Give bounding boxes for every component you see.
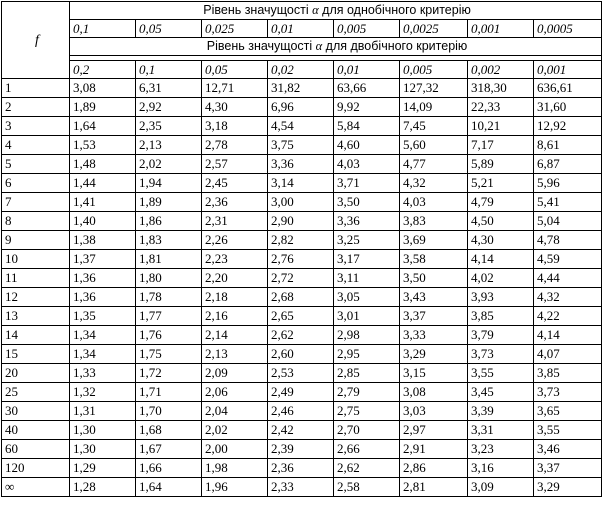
degrees-of-freedom-cell: 30 [2, 402, 70, 421]
table-row [2, 250, 602, 269]
critical-value-cell: 1,75 [136, 345, 202, 364]
table-row [2, 155, 602, 174]
two-sided-levels-row [2, 61, 602, 79]
critical-value-cell: 1,67 [136, 440, 202, 459]
critical-value-cell: 3,18 [202, 117, 268, 136]
table-row [2, 231, 602, 250]
critical-value-cell: 4,59 [534, 250, 602, 269]
critical-value-cell: 2,20 [202, 269, 268, 288]
critical-value-cell: 3,65 [534, 402, 602, 421]
table-row [2, 402, 602, 421]
table-row [2, 212, 602, 231]
critical-value-cell: 1,34 [70, 326, 136, 345]
critical-value-cell: 2,26 [202, 231, 268, 250]
degrees-of-freedom-cell: 40 [2, 421, 70, 440]
one-sided-level-cell: 0,05 [136, 20, 202, 38]
critical-value-cell: 2,14 [202, 326, 268, 345]
degrees-of-freedom-cell: 60 [2, 440, 70, 459]
critical-value-cell: 2,66 [334, 440, 400, 459]
critical-value-cell: 1,72 [136, 364, 202, 383]
alpha-symbol: α [312, 3, 319, 17]
critical-value-cell: 5,60 [400, 136, 468, 155]
critical-value-cell: 2,98 [334, 326, 400, 345]
table-row [2, 364, 602, 383]
critical-value-cell: 10,21 [468, 117, 534, 136]
critical-value-cell: 2,00 [202, 440, 268, 459]
critical-value-cell: 8,61 [534, 136, 602, 155]
critical-value-cell: 2,02 [202, 421, 268, 440]
critical-value-cell: 4,03 [334, 155, 400, 174]
critical-value-cell: 3,39 [468, 402, 534, 421]
alpha-symbol: α [315, 39, 323, 53]
critical-value-cell: 6,96 [268, 98, 334, 117]
critical-value-cell: 4,02 [468, 269, 534, 288]
critical-value-cell: 1,94 [136, 174, 202, 193]
table-row [2, 98, 602, 117]
critical-value-cell: 3,46 [534, 440, 602, 459]
critical-value-cell: 1,29 [70, 459, 136, 478]
critical-value-cell: 7,17 [468, 136, 534, 155]
critical-value-cell: 2,35 [136, 117, 202, 136]
critical-value-cell: 4,03 [400, 193, 468, 212]
critical-values-table-container [1, 1, 602, 497]
critical-value-cell: 3,03 [400, 402, 468, 421]
critical-value-cell: 2,76 [268, 250, 334, 269]
table-row [2, 326, 602, 345]
degrees-of-freedom-cell: 120 [2, 459, 70, 478]
critical-value-cell: 12,92 [534, 117, 602, 136]
critical-value-cell: 4,30 [468, 231, 534, 250]
critical-value-cell: 3,50 [334, 193, 400, 212]
critical-value-cell: 2,72 [268, 269, 334, 288]
critical-value-cell: 3,11 [334, 269, 400, 288]
critical-value-cell: 1,83 [136, 231, 202, 250]
critical-value-cell: 1,44 [70, 174, 136, 193]
critical-value-cell: 1,78 [136, 288, 202, 307]
critical-value-cell: 3,29 [534, 478, 602, 497]
student-t-critical-values-table [1, 1, 602, 497]
critical-value-cell: 2,62 [334, 459, 400, 478]
critical-value-cell: 3,08 [400, 383, 468, 402]
critical-value-cell: 2,78 [202, 136, 268, 155]
table-row [2, 288, 602, 307]
critical-value-cell: 3,31 [468, 421, 534, 440]
one-sided-level-cell: 0,1 [70, 20, 136, 38]
critical-value-cell: 5,21 [468, 174, 534, 193]
critical-value-cell: 1,33 [70, 364, 136, 383]
critical-value-cell: 3,36 [268, 155, 334, 174]
table-row [2, 440, 602, 459]
critical-value-cell: 2,46 [268, 402, 334, 421]
critical-value-cell: 3,55 [534, 421, 602, 440]
critical-value-cell: 1,98 [202, 459, 268, 478]
one-sided-level-cell: 0,025 [202, 20, 268, 38]
critical-value-cell: 2,82 [268, 231, 334, 250]
two-sided-title [70, 38, 602, 56]
critical-value-cell: 2,79 [334, 383, 400, 402]
one-sided-title-suffix: для однобічного критерію [318, 3, 471, 17]
critical-value-cell: 4,07 [534, 345, 602, 364]
critical-value-cell: 3,45 [468, 383, 534, 402]
critical-value-cell: 3,16 [468, 459, 534, 478]
critical-value-cell: 2,62 [268, 326, 334, 345]
critical-value-cell: 2,36 [202, 193, 268, 212]
critical-value-cell: 2,92 [136, 98, 202, 117]
degrees-of-freedom-cell: 9 [2, 231, 70, 250]
table-row [2, 193, 602, 212]
critical-value-cell: 2,60 [268, 345, 334, 364]
critical-value-cell: 2,81 [400, 478, 468, 497]
two-sided-title-prefix: Рівень значущості [206, 39, 316, 53]
critical-value-cell: 1,76 [136, 326, 202, 345]
critical-value-cell: 1,64 [136, 478, 202, 497]
two-sided-level-cell: 0,001 [534, 61, 602, 79]
critical-value-cell: 1,70 [136, 402, 202, 421]
one-sided-level-cell: 0,0025 [400, 20, 468, 38]
critical-value-cell: 1,80 [136, 269, 202, 288]
table-row [2, 117, 602, 136]
one-sided-title [70, 2, 602, 20]
degrees-of-freedom-cell: 12 [2, 288, 70, 307]
degrees-of-freedom-cell: 1 [2, 79, 70, 98]
critical-value-cell: 1,81 [136, 250, 202, 269]
degrees-of-freedom-cell: 20 [2, 364, 70, 383]
critical-value-cell: 1,36 [70, 269, 136, 288]
one-sided-level-cell: 0,001 [468, 20, 534, 38]
degrees-of-freedom-cell: 5 [2, 155, 70, 174]
critical-value-cell: 1,30 [70, 421, 136, 440]
critical-value-cell: 1,77 [136, 307, 202, 326]
critical-value-cell: 2,13 [202, 345, 268, 364]
degrees-of-freedom-cell: ∞ [2, 478, 70, 497]
one-sided-level-cell: 0,005 [334, 20, 400, 38]
table-row [2, 383, 602, 402]
critical-value-cell: 2,70 [334, 421, 400, 440]
degrees-of-freedom-cell: 11 [2, 269, 70, 288]
critical-value-cell: 2,23 [202, 250, 268, 269]
critical-value-cell: 1,30 [70, 440, 136, 459]
critical-value-cell: 3,33 [400, 326, 468, 345]
critical-value-cell: 4,54 [268, 117, 334, 136]
critical-value-cell: 4,60 [334, 136, 400, 155]
critical-value-cell: 3,75 [268, 136, 334, 155]
critical-value-cell: 2,36 [268, 459, 334, 478]
critical-value-cell: 2,75 [334, 402, 400, 421]
critical-value-cell: 3,05 [334, 288, 400, 307]
one-sided-level-cell: 0,0005 [534, 20, 602, 38]
critical-value-cell: 5,41 [534, 193, 602, 212]
critical-value-cell: 1,31 [70, 402, 136, 421]
table-row [2, 174, 602, 193]
critical-value-cell: 2,95 [334, 345, 400, 364]
degrees-of-freedom-cell: 25 [2, 383, 70, 402]
degrees-of-freedom-cell: 13 [2, 307, 70, 326]
critical-value-cell: 2,06 [202, 383, 268, 402]
critical-value-cell: 5,04 [534, 212, 602, 231]
critical-value-cell: 1,89 [136, 193, 202, 212]
critical-value-cell: 1,71 [136, 383, 202, 402]
table-row [2, 136, 602, 155]
critical-value-cell: 1,37 [70, 250, 136, 269]
critical-value-cell: 3,36 [334, 212, 400, 231]
critical-value-cell: 2,90 [268, 212, 334, 231]
critical-value-cell: 1,34 [70, 345, 136, 364]
critical-value-cell: 6,87 [534, 155, 602, 174]
table-row [2, 478, 602, 497]
critical-value-cell: 3,09 [468, 478, 534, 497]
critical-value-cell: 2,04 [202, 402, 268, 421]
table-row [2, 459, 602, 478]
critical-value-cell: 318,30 [468, 79, 534, 98]
critical-value-cell: 1,48 [70, 155, 136, 174]
critical-value-cell: 4,78 [534, 231, 602, 250]
critical-value-cell: 2,33 [268, 478, 334, 497]
degrees-of-freedom-cell: 6 [2, 174, 70, 193]
degrees-of-freedom-cell: 8 [2, 212, 70, 231]
critical-value-cell: 3,73 [468, 345, 534, 364]
critical-value-cell: 3,79 [468, 326, 534, 345]
critical-value-cell: 3,08 [70, 79, 136, 98]
critical-value-cell: 2,91 [400, 440, 468, 459]
critical-value-cell: 2,18 [202, 288, 268, 307]
critical-value-cell: 1,36 [70, 288, 136, 307]
critical-value-cell: 2,02 [136, 155, 202, 174]
critical-value-cell: 3,25 [334, 231, 400, 250]
critical-value-cell: 1,68 [136, 421, 202, 440]
table-body [2, 2, 602, 497]
critical-value-cell: 3,23 [468, 440, 534, 459]
two-sided-level-cell: 0,1 [136, 61, 202, 79]
critical-value-cell: 636,61 [534, 79, 602, 98]
critical-value-cell: 1,38 [70, 231, 136, 250]
one-sided-title-prefix: Рівень значущості [203, 3, 313, 17]
critical-value-cell: 3,50 [400, 269, 468, 288]
critical-value-cell: 3,14 [268, 174, 334, 193]
critical-value-cell: 12,71 [202, 79, 268, 98]
critical-value-cell: 3,83 [400, 212, 468, 231]
critical-value-cell: 9,92 [334, 98, 400, 117]
critical-value-cell: 4,32 [534, 288, 602, 307]
critical-value-cell: 1,96 [202, 478, 268, 497]
critical-value-cell: 3,58 [400, 250, 468, 269]
critical-value-cell: 4,50 [468, 212, 534, 231]
critical-value-cell: 5,89 [468, 155, 534, 174]
critical-value-cell: 2,49 [268, 383, 334, 402]
critical-value-cell: 5,96 [534, 174, 602, 193]
critical-value-cell: 2,58 [334, 478, 400, 497]
critical-value-cell: 2,45 [202, 174, 268, 193]
critical-value-cell: 2,39 [268, 440, 334, 459]
critical-value-cell: 1,41 [70, 193, 136, 212]
critical-value-cell: 4,79 [468, 193, 534, 212]
degrees-of-freedom-cell: 15 [2, 345, 70, 364]
critical-value-cell: 3,73 [534, 383, 602, 402]
critical-value-cell: 3,43 [400, 288, 468, 307]
critical-value-cell: 2,86 [400, 459, 468, 478]
critical-value-cell: 1,28 [70, 478, 136, 497]
critical-value-cell: 3,17 [334, 250, 400, 269]
critical-value-cell: 3,69 [400, 231, 468, 250]
critical-value-cell: 3,71 [334, 174, 400, 193]
critical-value-cell: 31,82 [268, 79, 334, 98]
degrees-of-freedom-cell: 14 [2, 326, 70, 345]
critical-value-cell: 2,85 [334, 364, 400, 383]
table-row [2, 79, 602, 98]
critical-value-cell: 4,22 [534, 307, 602, 326]
critical-value-cell: 4,14 [468, 250, 534, 269]
critical-value-cell: 3,01 [334, 307, 400, 326]
critical-value-cell: 3,93 [468, 288, 534, 307]
critical-value-cell: 4,30 [202, 98, 268, 117]
table-row [2, 307, 602, 326]
critical-value-cell: 1,86 [136, 212, 202, 231]
critical-value-cell: 31,60 [534, 98, 602, 117]
critical-value-cell: 127,32 [400, 79, 468, 98]
critical-value-cell: 5,84 [334, 117, 400, 136]
critical-value-cell: 3,37 [400, 307, 468, 326]
two-sided-level-cell: 0,01 [334, 61, 400, 79]
critical-value-cell: 1,35 [70, 307, 136, 326]
degrees-of-freedom-cell: 4 [2, 136, 70, 155]
one-sided-levels-row [2, 20, 602, 38]
two-sided-level-cell: 0,2 [70, 61, 136, 79]
one-sided-level-cell: 0,01 [268, 20, 334, 38]
table-row [2, 421, 602, 440]
critical-value-cell: 1,32 [70, 383, 136, 402]
degrees-of-freedom-cell: 3 [2, 117, 70, 136]
degrees-of-freedom-cell: 10 [2, 250, 70, 269]
degrees-of-freedom-cell: 2 [2, 98, 70, 117]
critical-value-cell: 2,42 [268, 421, 334, 440]
two-sided-level-cell: 0,05 [202, 61, 268, 79]
critical-value-cell: 2,97 [400, 421, 468, 440]
critical-value-cell: 6,31 [136, 79, 202, 98]
critical-value-cell: 4,44 [534, 269, 602, 288]
critical-value-cell: 22,33 [468, 98, 534, 117]
critical-value-cell: 14,09 [400, 98, 468, 117]
critical-value-cell: 1,53 [70, 136, 136, 155]
critical-value-cell: 2,31 [202, 212, 268, 231]
degrees-of-freedom-cell: 7 [2, 193, 70, 212]
critical-value-cell: 3,55 [468, 364, 534, 383]
critical-value-cell: 4,77 [400, 155, 468, 174]
critical-value-cell: 1,89 [70, 98, 136, 117]
f-column-header: f [2, 2, 70, 79]
critical-value-cell: 1,40 [70, 212, 136, 231]
two-sided-level-cell: 0,02 [268, 61, 334, 79]
critical-value-cell: 2,68 [268, 288, 334, 307]
critical-value-cell: 3,37 [534, 459, 602, 478]
table-row [2, 269, 602, 288]
table-row [2, 345, 602, 364]
critical-value-cell: 3,85 [534, 364, 602, 383]
critical-value-cell: 1,64 [70, 117, 136, 136]
critical-value-cell: 2,53 [268, 364, 334, 383]
critical-value-cell: 63,66 [334, 79, 400, 98]
critical-value-cell: 2,13 [136, 136, 202, 155]
critical-value-cell: 3,85 [468, 307, 534, 326]
two-sided-title-row [2, 38, 602, 56]
critical-value-cell: 3,15 [400, 364, 468, 383]
critical-value-cell: 2,09 [202, 364, 268, 383]
critical-value-cell: 4,32 [400, 174, 468, 193]
one-sided-title-row [2, 2, 602, 20]
critical-value-cell: 1,66 [136, 459, 202, 478]
two-sided-level-cell: 0,005 [400, 61, 468, 79]
critical-value-cell: 3,00 [268, 193, 334, 212]
two-sided-level-cell: 0,002 [468, 61, 534, 79]
two-sided-title-suffix: для двобічного критерію [322, 39, 468, 53]
critical-value-cell: 3,29 [400, 345, 468, 364]
critical-value-cell: 2,65 [268, 307, 334, 326]
critical-value-cell: 2,16 [202, 307, 268, 326]
critical-value-cell: 7,45 [400, 117, 468, 136]
critical-value-cell: 4,14 [534, 326, 602, 345]
critical-value-cell: 2,57 [202, 155, 268, 174]
